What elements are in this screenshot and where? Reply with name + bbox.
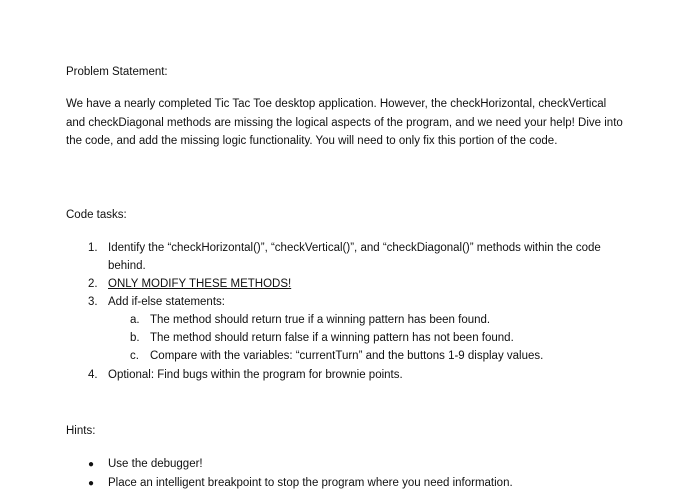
task-item-optional-bugs xyxy=(66,366,626,384)
hint-item-debugger xyxy=(66,455,626,474)
sub-item-letter: c. xyxy=(130,350,139,362)
task-number: 3. xyxy=(88,296,98,308)
task-text: Identify the “checkHorizontal()”, “checkVertical()”, and “checkDiagonal()” methods within the code behind. xyxy=(108,242,601,272)
sub-item-return-false xyxy=(108,329,626,347)
task-item-identify-methods xyxy=(66,239,626,275)
hint-text: Place an intelligent breakpoint to stop the program where you need information. xyxy=(108,477,513,489)
task-text: Optional: Find bugs within the program for brownie points. xyxy=(108,369,403,381)
if-else-sub-list xyxy=(108,311,626,365)
code-tasks-list xyxy=(66,239,626,384)
sub-item-compare-variables xyxy=(108,347,626,365)
task-item-only-modify xyxy=(66,275,626,293)
bullet-icon: ● xyxy=(88,459,95,470)
code-tasks-heading: Code tasks: xyxy=(66,209,127,221)
bullet-icon: ● xyxy=(88,478,95,489)
hint-item-breakpoint xyxy=(66,474,626,493)
task-number: 1. xyxy=(88,242,98,254)
hints-list xyxy=(66,455,626,493)
task-number: 4. xyxy=(88,369,98,381)
hints-heading: Hints: xyxy=(66,425,96,437)
sub-item-return-true xyxy=(108,311,626,329)
hint-text: Use the debugger! xyxy=(108,458,203,470)
task-number: 2. xyxy=(88,278,98,290)
sub-item-letter: b. xyxy=(130,332,140,344)
task-item-if-else xyxy=(66,293,626,365)
sub-item-text: Compare with the variables: “currentTurn” and the buttons 1-9 display values. xyxy=(150,350,544,362)
sub-item-text: The method should return true if a winning pattern has been found. xyxy=(150,314,491,326)
sub-item-letter: a. xyxy=(130,314,140,326)
task-text: ONLY MODIFY THESE METHODS! xyxy=(108,278,292,290)
task-text: Add if-else statements: xyxy=(108,296,225,308)
problem-statement-heading: Problem Statement: xyxy=(66,66,168,78)
sub-item-text: The method should return false if a winning pattern has not been found. xyxy=(150,332,514,344)
problem-statement-body: We have a nearly completed Tic Tac Toe desktop application. However, the checkHorizontal, checkVertical and checkDiagonal methods are missing the logical aspects of the program, and we need your help! Dive into the code, and add the missing logic functionality. You will need to only fix this portion of the code. xyxy=(66,98,623,147)
